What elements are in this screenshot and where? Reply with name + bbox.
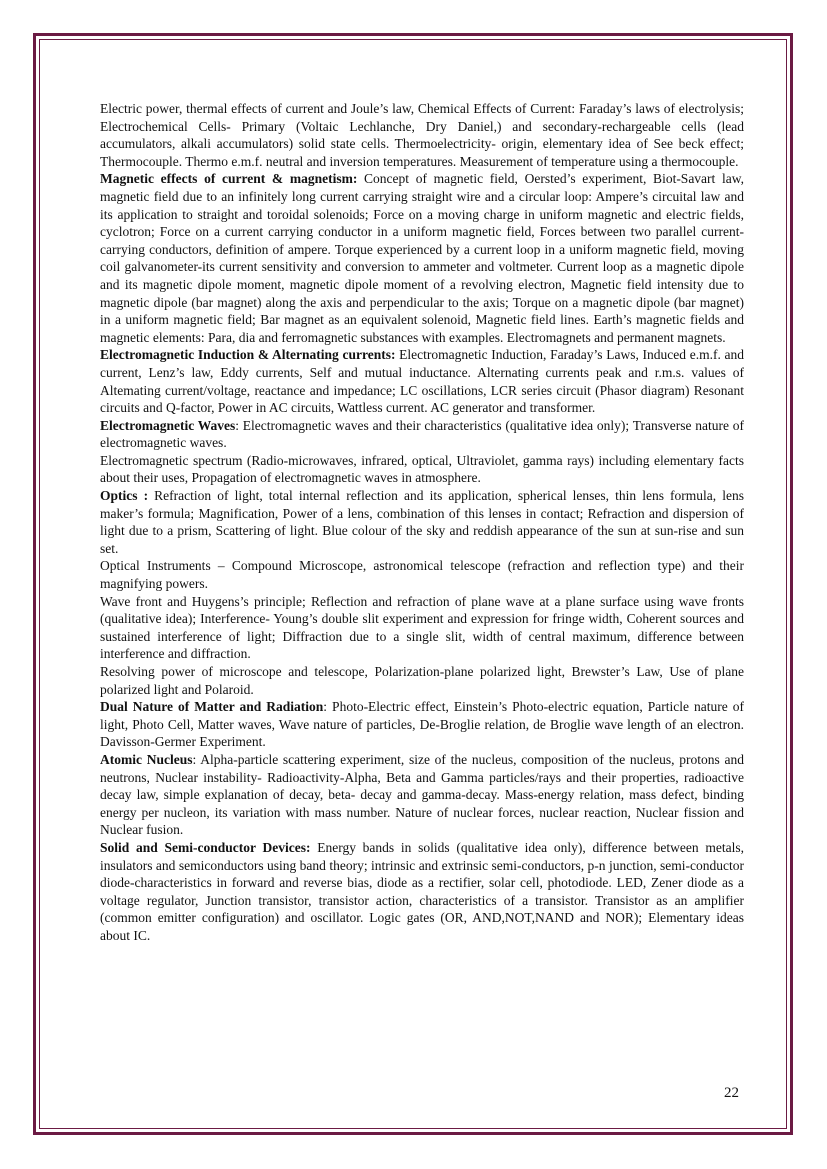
paragraph-atomic-nucleus (100, 751, 744, 839)
paragraph-text: Electric power, thermal effects of current and Joule’s law, Chemical Effects of Current: Faraday’s laws of electrolysis; Electrochemical Cells- Primary (Voltaic Lechlanche, Dry Daniel,) and secondary-rechargeable cells (lead accumulators, alkali accumulators) solid state cells. Thermoelectricity- origin, elementary idea of See beck effect; Thermocouple. Thermo e.m.f. neutral and inversion temperatures. Measurement of temperature using a thermocouple. (100, 101, 744, 169)
paragraph-electric-power (100, 100, 744, 170)
paragraph-text: : Photo-Electric effect, Einstein’s Photo-electric equation, Particle nature of light, Photo Cell, Matter waves, Wave nature of particles, De-Broglie relation, de Broglie wave length of an electron. Davisson-Germer Experiment. (100, 699, 744, 750)
paragraph-text: : Electromagnetic waves and their characteristics (qualitative idea only); Transverse nature of electromagnetic waves. (100, 417, 744, 451)
paragraph-wave-front (100, 593, 744, 663)
paragraph-optical-instruments (100, 557, 744, 592)
paragraph-em-spectrum (100, 452, 744, 487)
paragraph-text: Wave front and Huygens’s principle; Reflection and refraction of plane wave at a plane surface using wave fronts (qualitative idea); Interference- Young’s double slit experiment and expression for fringe width, Coherent sources and sustained interference of light; Diffraction due to a single slit, width of central maximum, difference between interference and diffraction. (100, 593, 744, 662)
paragraph-semiconductor (100, 839, 744, 945)
syllabus-content (100, 100, 744, 945)
paragraph-heading: Optics : (100, 488, 149, 504)
paragraph-heading: Electromagnetic Waves (100, 417, 236, 433)
paragraph-heading: Magnetic effects of current & magnetism: (100, 171, 358, 187)
paragraph-text: Electromagnetic spectrum (Radio-microwaves, infrared, optical, Ultraviolet, gamma rays) including elementary facts about their uses, Propagation of electromagnetic waves in atmosphere. (100, 452, 744, 486)
paragraph-text: Refraction of light, total internal reflection and its application, spherical lenses, thin lens formula, lens maker’s formula; Magnification, Power of a lens, combination of this lenses in contact; Refraction and dispersion of light due to a prism, Scattering of light. Blue colour of the sky and reddish appearance of the sun at sun-rise and sun set. (100, 488, 745, 556)
paragraph-dual-nature (100, 698, 744, 751)
paragraph-heading: Solid and Semi-conductor Devices: (100, 839, 311, 855)
paragraph-em-waves (100, 417, 744, 452)
paragraph-em-induction (100, 346, 744, 416)
paragraph-text: Resolving power of microscope and telescope, Polarization-plane polarized light, Brewster’s Law, Use of plane polarized light and Polaroid. (100, 664, 744, 697)
paragraph-heading: Electromagnetic Induction & Alternating currents: (100, 347, 396, 363)
page-number: 22 (724, 1085, 739, 1101)
paragraph-text: : Alpha-particle scattering experiment, size of the nucleus, composition of the nucleus, protons and neutrons, Nuclear instability- Radioactivity-Alpha, Beta and Gamma particles/rays and their properties, radioactive decay law, simple explanation of decay, beta- decay and gamma-decay. Mass-energy relation, mass defect, binding energy per nucleon, its variation with mass number. Nature of nuclear forces, nuclear reaction, Nuclear fission and Nuclear fusion. (100, 751, 744, 838)
paragraph-text: Optical Instruments – Compound Microscope, astronomical telescope (refraction and reflection type) and their magnifying powers. (100, 558, 744, 592)
paragraph-text: Energy bands in solids (qualitative idea only), difference between metals, insulators and semiconductors using band theory; intrinsic and extrinsic semi-conductors, p-n junction, semi-conductor diode-characteristics in forward and reverse bias, diode as a rectifier, solar cell, photodiode. LED, Zener diode as a voltage regulator, Junction transistor, transistor action, characteristics of a transistor. Transistor as an amplifier (common emitter configuration) and oscillator. Logic gates (OR, AND,NOT,NAND and NOR); Elementary ideas about IC. (100, 839, 744, 943)
paragraph-text: Concept of magnetic field, Oersted’s experiment, Biot-Savart law, magnetic field due to an infinitely long current carrying straight wire and a circular loop: Ampere’s circuital law and its application to straight and toroidal solenoids; Force on a moving charge in uniform magnetic and electric fields, cyclotron; Force on a current carrying conductor in a uniform magnetic field, Forces between two parallel current- carrying conductors, definition of ampere. Torque experienced by a current loop in a uniform magnetic field, moving coil galvanometer-its current sensitivity and conversion to ammeter and voltmeter. Current loop as a magnetic dipole and its magnetic dipole moment, magnetic dipole moment of a revolving electron, Magnetic field intensity due to magnetic dipole (bar magnet) along the axis and perpendicular to the axis; Torque on a magnetic dipole (bar magnet) in a uniform magnetic field; Bar magnet as an equivalent solenoid, Magnetic field lines. Earth’s magnetic fields and magnetic elements: Para, dia and ferromagnetic substances with examples. Electromagnets and permanent magnets. (100, 171, 744, 345)
paragraph-magnetic-effects (100, 170, 744, 346)
paragraph-optics (100, 487, 744, 557)
paragraph-heading: Dual Nature of Matter and Radiation (100, 699, 324, 715)
paragraph-resolving-power (100, 663, 744, 698)
paragraph-heading: Atomic Nucleus (100, 751, 193, 767)
paragraph-text: Electromagnetic Induction, Faraday’s Laws, Induced e.m.f. and current, Lenz’s law, Eddy currents, Self and mutual inductance. Alternating currents peak and r.m.s. values of Altemating current/voltage, reactance and impedance; LC oscillations, LCR series circuit (Phasor diagram) Resonant circuits and Q-factor, Power in AC circuits, Wattless current. AC generator and transformer. (100, 347, 744, 416)
